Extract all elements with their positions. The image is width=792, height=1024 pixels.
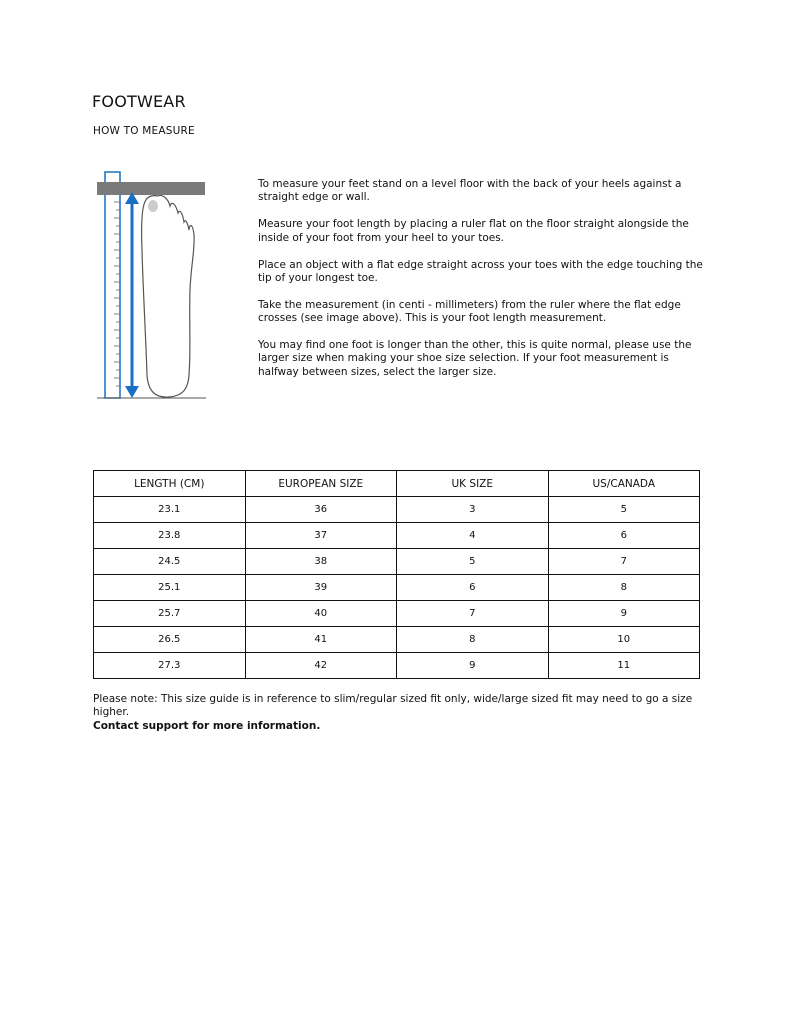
table-cell: 42 xyxy=(245,653,397,679)
table-cell: 3 xyxy=(397,497,549,523)
table-cell: 23.8 xyxy=(94,523,246,549)
table-row xyxy=(94,523,700,549)
table-cell: 26.5 xyxy=(94,627,246,653)
column-header: UK SIZE xyxy=(397,471,549,497)
section-subtitle: HOW TO MEASURE xyxy=(93,125,195,137)
column-header: US/CANADA xyxy=(548,471,700,497)
size-table xyxy=(93,470,700,679)
arrow-down-icon xyxy=(125,386,139,398)
table-row xyxy=(94,627,700,653)
flat-edge-bar xyxy=(97,182,205,195)
table-cell: 9 xyxy=(397,653,549,679)
table-cell: 8 xyxy=(548,575,700,601)
table-cell: 8 xyxy=(397,627,549,653)
table-row xyxy=(94,497,700,523)
table-cell: 6 xyxy=(548,523,700,549)
table-cell: 7 xyxy=(548,549,700,575)
table-cell: 5 xyxy=(548,497,700,523)
contact-support-link[interactable]: Contact support for more information. xyxy=(93,719,321,732)
table-row xyxy=(94,601,700,627)
table-row xyxy=(94,575,700,601)
instruction-paragraph: Measure your foot length by placing a ruler flat on the floor straight alongside the inside of your foot from your heel to your toes. xyxy=(258,218,689,244)
table-cell: 23.1 xyxy=(94,497,246,523)
table-cell: 10 xyxy=(548,627,700,653)
column-header: LENGTH (CM) xyxy=(94,471,246,497)
table-cell: 25.1 xyxy=(94,575,246,601)
table-cell: 27.3 xyxy=(94,653,246,679)
table-cell: 41 xyxy=(245,627,397,653)
instruction-paragraph: Take the measurement (in centi - millimeters) from the ruler where the flat edge crosses (see image above). This is your foot length measurement. xyxy=(258,298,681,325)
instruction-paragraph: You may find one foot is longer than the other, this is quite normal, please use the larger size when making your shoe size selection. If your foot measurement is halfway between sizes, select the larger size. xyxy=(258,339,692,378)
table-cell: 9 xyxy=(548,601,700,627)
table-header-row xyxy=(94,471,700,497)
table-row xyxy=(94,653,700,679)
table-cell: 6 xyxy=(397,575,549,601)
instructions xyxy=(258,178,703,393)
foot-measure-icon xyxy=(96,170,208,402)
foot-outline xyxy=(142,195,195,397)
instruction-paragraph: To measure your feet stand on a level floor with the back of your heels against a straight edge or wall. xyxy=(258,178,682,204)
table-cell: 7 xyxy=(397,601,549,627)
table-cell: 40 xyxy=(245,601,397,627)
table-cell: 24.5 xyxy=(94,549,246,575)
toenail-big xyxy=(148,200,158,212)
table-cell: 38 xyxy=(245,549,397,575)
size-note xyxy=(93,693,703,733)
table-cell: 4 xyxy=(397,523,549,549)
column-header: EUROPEAN SIZE xyxy=(245,471,397,497)
table-cell: 37 xyxy=(245,523,397,549)
table-cell: 39 xyxy=(245,575,397,601)
ruler-icon xyxy=(105,172,120,398)
table-row xyxy=(94,549,700,575)
table-cell: 36 xyxy=(245,497,397,523)
note-text: Please note: This size guide is in reference to slim/regular sized fit only, wide/large sized fit may need to go a size higher. xyxy=(93,693,693,719)
foot-measure-illustration xyxy=(96,170,208,402)
table-cell: 11 xyxy=(548,653,700,679)
table-cell: 5 xyxy=(397,549,549,575)
page-title: FOOTWEAR xyxy=(92,92,186,111)
table-cell: 25.7 xyxy=(94,601,246,627)
instruction-paragraph: Place an object with a flat edge straight across your toes with the edge touching the tip of your longest toe. xyxy=(258,258,703,284)
